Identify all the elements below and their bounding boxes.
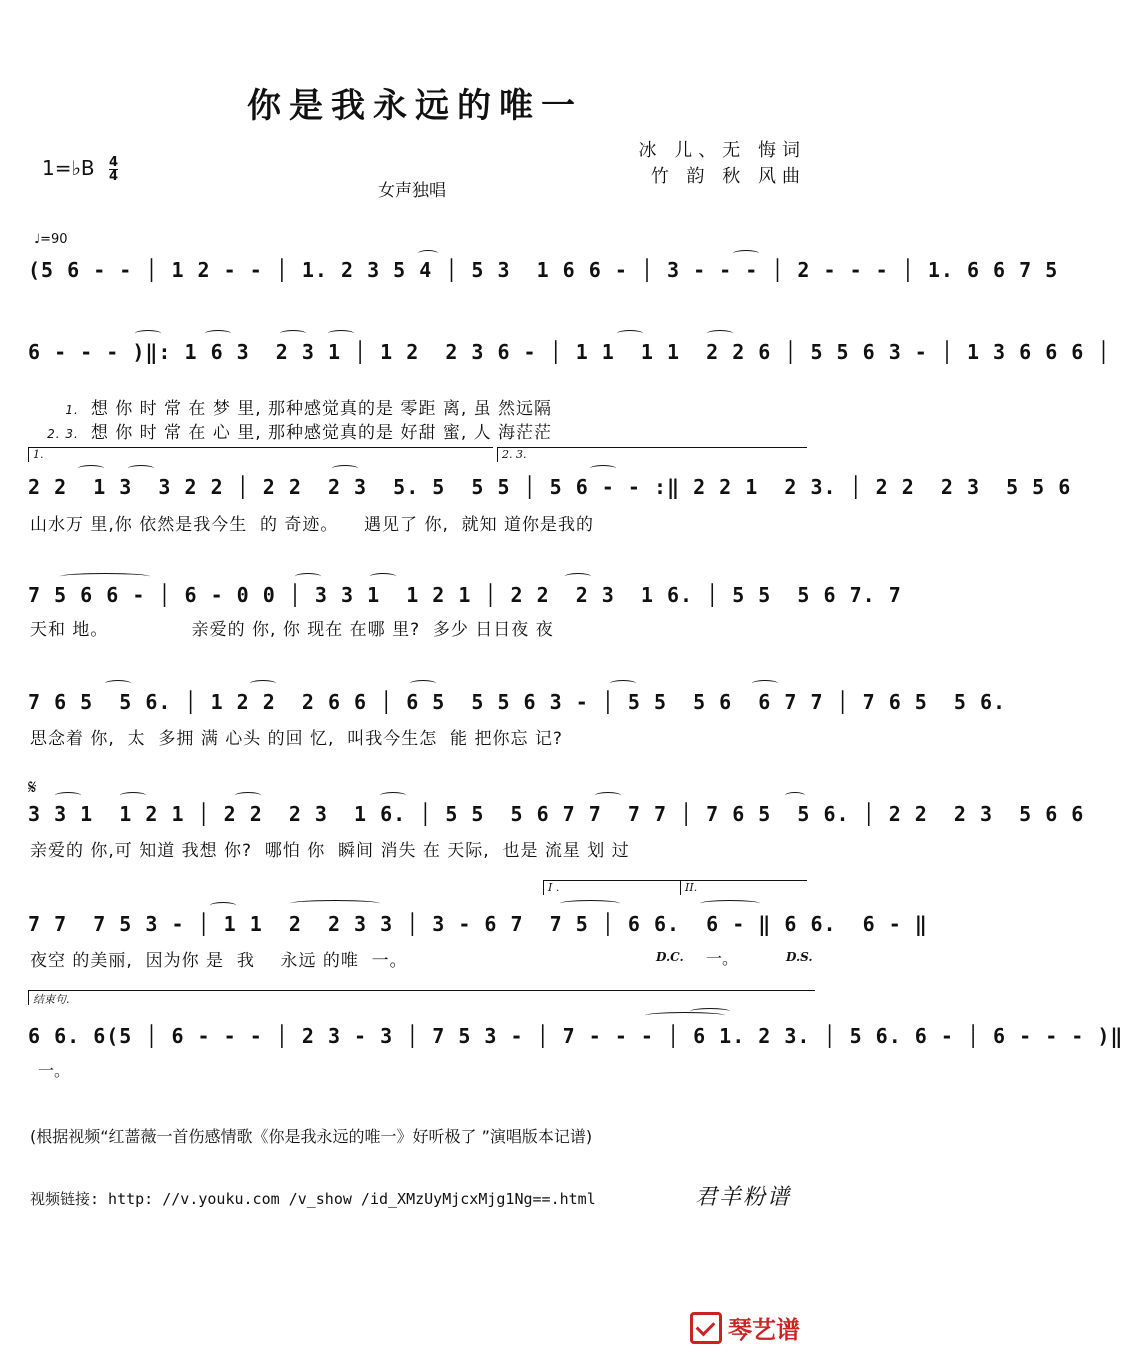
- segno-sign: 𝄋: [28, 775, 37, 799]
- song-title: 你是我永远的唯一: [247, 86, 583, 126]
- slur: [707, 330, 733, 337]
- slur: [595, 792, 621, 799]
- signature: 君羊粉谱: [695, 1185, 792, 1210]
- time-top: 4: [109, 155, 119, 170]
- notation-row-5: 7 6 5 5 6. │ 1 2 2 2 6 6 │ 6 5 5 5 6 3 - │ 5 5 5 6 6 7 7 │ 7 6 5 5 6.: [28, 690, 1007, 714]
- notation-row-1: (5 6 - - │ 1 2 - - │ 1. 2 3 5 4 │ 5 3 1 6 6 - │ 3 - - - │ 2 - - - │ 1. 6 6 7 5: [28, 258, 1059, 282]
- slur: [752, 680, 778, 687]
- key-signature: [42, 156, 118, 183]
- notation-row-6: 3 3 1 1 2 1 │ 2 2 2 3 1 6. │ 5 5 5 6 7 7 7 7 │ 7 6 5 5 6. │ 2 2 2 3 5 6 6: [28, 802, 1085, 826]
- volta-first-ending: 1.: [28, 447, 493, 462]
- slur: [610, 680, 636, 687]
- slur: [590, 465, 616, 472]
- slur: [250, 680, 276, 687]
- lyrics-row-3: 山水万 里,你 依然是我今生 的 奇迹。 遇见了 你, 就知 道你是我的: [30, 515, 595, 535]
- slur: [105, 680, 131, 687]
- slur: [565, 573, 591, 580]
- slur: [328, 330, 354, 337]
- slur: [205, 330, 231, 337]
- lyricist-credit: 冰 儿、无 悔词: [638, 140, 806, 161]
- notation-row-8: 6 6. 6(5 │ 6 - - - │ 2 3 - 3 │ 7 5 3 - │ 7 - - - │ 6 1. 2 3. │ 5 6. 6 - │ 6 - - - )‖: [28, 1024, 1123, 1048]
- lyric-line: 想 你 时 常 在 梦 里, 那种感觉真的是 零距 离, 虽 然远隔: [90, 399, 553, 419]
- slur: [128, 465, 154, 472]
- ds-marking: D.S.: [786, 950, 813, 964]
- dc-marking: D.C.: [656, 950, 684, 964]
- key-label: 1=♭B: [42, 156, 95, 180]
- volta-ending-two: II.: [680, 880, 807, 895]
- slur: [235, 792, 261, 799]
- slur: [78, 465, 104, 472]
- verse-number: 2. 3.: [47, 427, 79, 441]
- time-signature: [109, 156, 118, 183]
- volta-ending-one: I .: [543, 880, 681, 895]
- lyric-yi-2: 一。: [706, 949, 739, 968]
- slur: [290, 900, 380, 907]
- slur: [410, 680, 436, 687]
- lyrics-row-2-verse2: [30, 398, 805, 443]
- notation-row-3: 2 2 1 3 3 2 2 │ 2 2 2 3 5. 5 5 5 │ 5 6 - - :‖ 2 2 1 2 3. │ 2 2 2 3 5 5 6: [28, 475, 1072, 499]
- video-link[interactable]: 视频链接: http: //v.youku.com /v_show /id_XMzUyMjcxMjg1Ng==.html: [30, 1190, 596, 1208]
- site-logo: [690, 1310, 800, 1345]
- logo-icon: [690, 1312, 722, 1344]
- slur: [700, 900, 760, 907]
- slur: [55, 792, 81, 799]
- slur: [418, 250, 438, 257]
- slur: [295, 573, 321, 580]
- voice-type: 女声独唱: [378, 181, 446, 201]
- notation-row-2: 6 - - - )‖: 1 6 3 2 3 1 │ 1 2 2 3 6 - │ 1 1 1 1 2 2 6 │ 5 5 6 3 - │ 1 3 6 6 6 │: [28, 340, 1111, 364]
- notation-row-7: 7 7 7 5 3 - │ 1 1 2 2 3 3 │ 3 - 6 7 7 5 │ 6 6. 6 - ‖ 6 6. 6 - ‖: [28, 912, 928, 936]
- notation-row-4: 7 5 6 6 - │ 6 - 0 0 │ 3 3 1 1 2 1 │ 2 2 2 3 1 6. │ 5 5 5 6 7. 7: [28, 583, 902, 607]
- transcription-note: (根据视频“红蔷薇一首伤感情歌《你是我永远的唯一》好听极了 ”演唱版本记谱): [30, 1127, 593, 1146]
- lyrics-row-5: 思念着 你, 太 多拥 满 心头 的回 忆, 叫我今生怎 能 把你忘 记?: [30, 729, 563, 749]
- logo-text: 琴艺谱: [728, 1316, 800, 1344]
- slur: [560, 900, 620, 907]
- slur: [60, 573, 150, 580]
- verse-number: 1.: [65, 403, 79, 417]
- slur: [370, 573, 396, 580]
- slur: [135, 330, 161, 337]
- slur: [785, 792, 805, 799]
- lyrics-row-4: 天和 地。 亲爱的 你, 你 现在 在哪 里? 多少 日日夜 夜: [30, 620, 554, 640]
- slur: [280, 330, 306, 337]
- coda-ending: 结束句.: [28, 990, 815, 1005]
- slur: [733, 250, 759, 257]
- slur: [690, 1008, 730, 1015]
- slur: [380, 792, 406, 799]
- tempo-marking: ♩=90: [34, 232, 68, 247]
- lyrics-row-8: 一。: [38, 1061, 71, 1080]
- volta-second-ending: 2. 3.: [497, 447, 807, 462]
- time-bottom: 4: [109, 169, 119, 184]
- slur: [332, 465, 358, 472]
- composer-credit: 竹 韵 秋 风曲: [650, 166, 806, 187]
- lyrics-row-6: 亲爱的 你,可 知道 我想 你? 哪怕 你 瞬间 消失 在 天际, 也是 流星 划 过: [30, 841, 630, 861]
- lyrics-row-7: 夜空 的美丽, 因为你 是 我 永远 的唯 一。: [30, 951, 408, 971]
- slur: [210, 902, 236, 909]
- slur: [120, 792, 146, 799]
- lyric-line: 想 你 时 常 在 心 里, 那种感觉真的是 好甜 蜜, 人 海茫茫: [90, 423, 553, 443]
- slur: [617, 330, 643, 337]
